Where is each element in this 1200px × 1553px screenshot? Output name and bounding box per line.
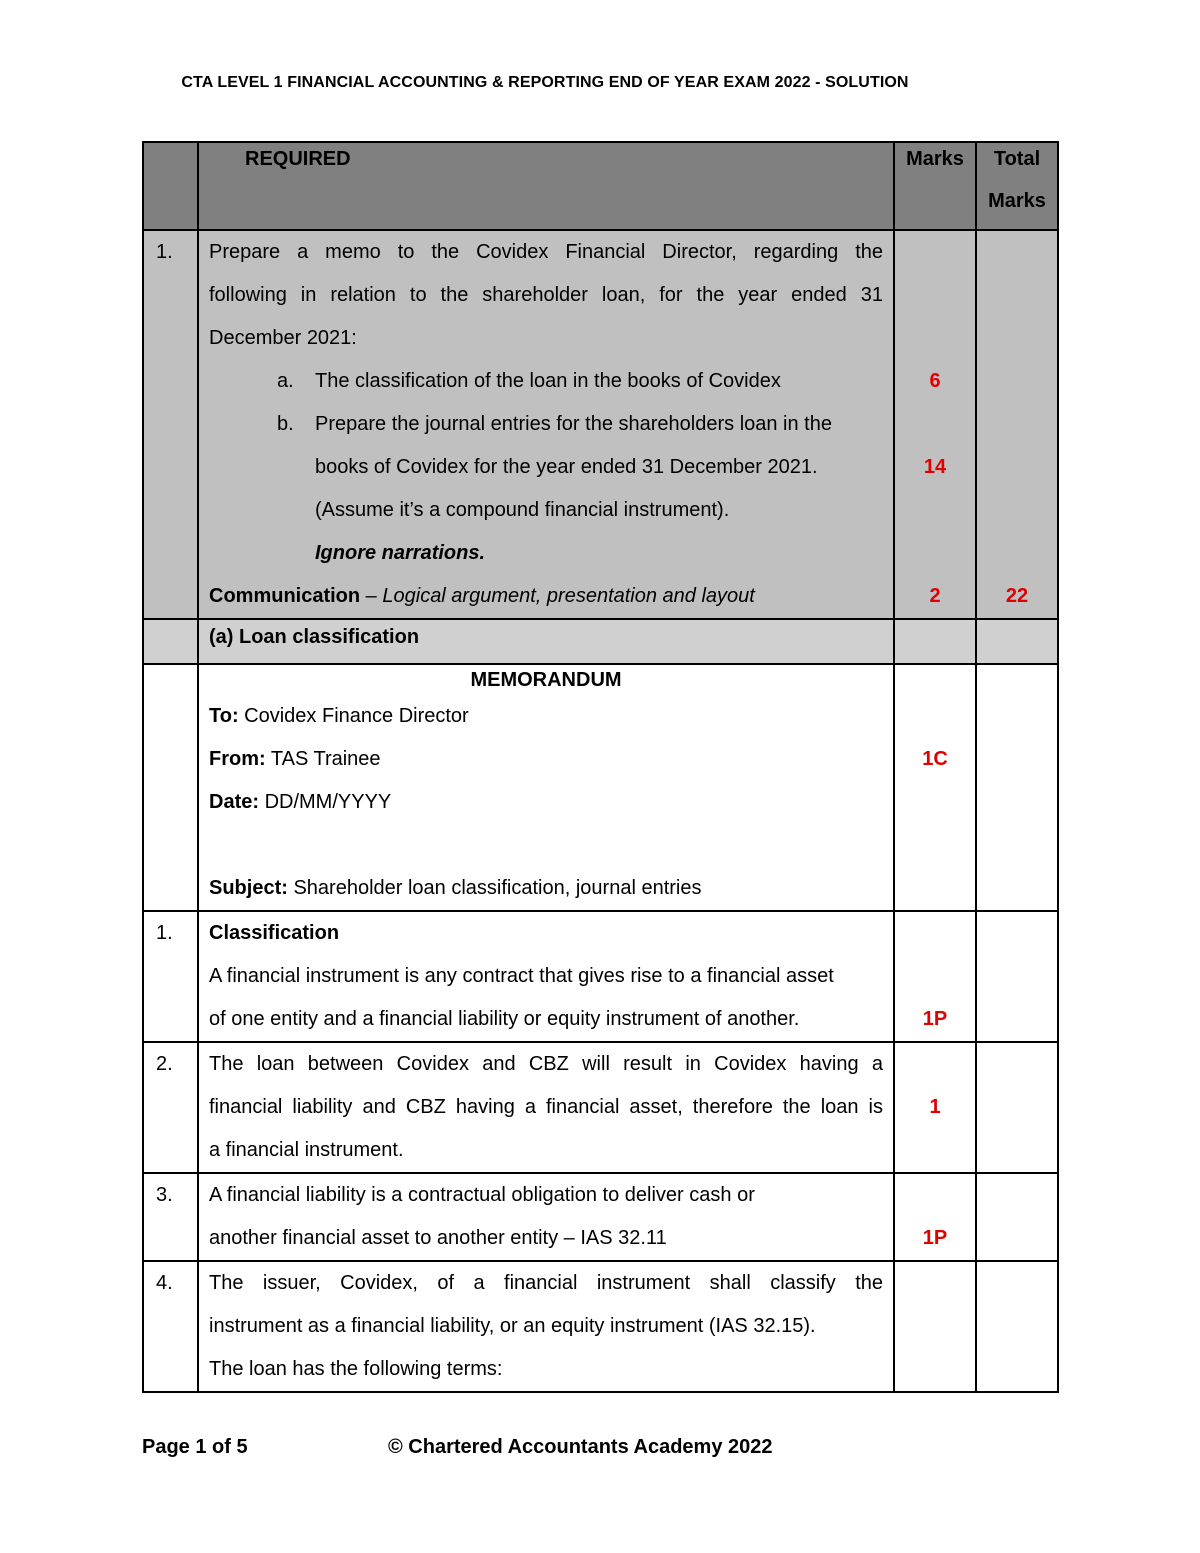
row-4-text [198,1261,894,1392]
row-1-num: 1. [143,911,198,1042]
row-3-marks-cell [894,1173,976,1261]
question-total-cell [976,230,1058,619]
row-2-line3: a financial instrument. [209,1139,404,1161]
communication-dash: – [360,585,383,607]
memo-to-value: Covidex Finance Director [238,705,469,727]
memo-row [143,664,1058,911]
memo-marks: 1C [922,748,948,770]
table-row [143,911,1058,1042]
communication-text: Logical argument, presentation and layout [382,585,755,607]
memo-date [209,781,883,824]
row-1-line2: of one entity and a financial liability or equity instrument of another. [209,1008,800,1030]
section-row [143,619,1058,664]
row-1-line1: A financial instrument is any contract that gives rise to a financial asset [209,965,834,987]
part-a-marks: 6 [929,370,941,392]
part-b-line3: (Assume it’s a compound financial instrument). [315,499,730,521]
memo-from [209,738,883,781]
memo-date-label: Date: [209,791,260,813]
row-3-line2: another financial asset to another entity – IAS 32.11 [209,1227,667,1249]
row-2-total-cell [976,1042,1058,1173]
row-2-line2: financial liability and CBZ having a financial asset, therefore the loan is [209,1096,883,1118]
row-2-text [198,1042,894,1173]
row-3-marks: 1P [922,1227,948,1249]
question-total-marks: 22 [1005,585,1029,607]
part-b-label: b. [277,413,294,435]
row-3-text [198,1173,894,1261]
row-2-num: 2. [143,1042,198,1173]
question-marks-cell [894,230,976,619]
row-1-marks: 1P [922,1008,948,1030]
table-row [143,1173,1058,1261]
page-current: 1 [195,1436,207,1458]
memo-to-label: To: [209,705,239,727]
row-2-line1: The loan between Covidex and CBZ will result in Covidex having a [209,1053,883,1075]
memo-title: MEMORANDUM [470,669,622,691]
header-marks: Marks [894,142,976,230]
row-4-total-cell [976,1261,1058,1392]
row-3-total-cell [976,1173,1058,1261]
question-num: 1. [143,230,198,619]
header-total-line2: Marks [988,190,1046,212]
section-title: (a) Loan classification [198,619,894,664]
question-row [143,230,1058,619]
row-3-line1: A financial liability is a contractual obligation to deliver cash or [209,1184,755,1206]
row-1-text [198,911,894,1042]
row-1-heading: Classification [209,922,340,944]
communication-label: Communication [209,585,361,607]
section-total-cell [976,619,1058,664]
question-intro-line2: following in relation to the shareholder loan, for the year ended 31 [209,284,883,306]
memo-marks-cell [894,664,976,911]
communication-line [209,575,883,618]
page-header: CTA LEVEL 1 FINANCIAL ACCOUNTING & REPORTING END OF YEAR EXAM 2022 - SOLUTION [181,74,909,91]
memo-from-value: TAS Trainee [265,748,381,770]
header-total-line1: Total [993,148,1041,170]
row-4-num: 4. [143,1261,198,1392]
header-total-marks [976,142,1058,230]
row-1-total-cell [976,911,1058,1042]
table-header-row [143,142,1058,230]
table-row [143,1261,1058,1392]
memo-subject-value: Shareholder loan classification, journal entries [287,877,702,899]
part-a-label: a. [277,370,294,392]
page-label: Page [142,1436,196,1458]
memo-num-cell [143,664,198,911]
part-a-text: The classification of the loan in the books of Covidex [315,370,781,392]
page-of: of [206,1436,237,1458]
table-row [143,1042,1058,1173]
memo-subject [209,867,883,910]
row-4-line1: The issuer, Covidex, of a financial instrument shall classify the [209,1272,883,1294]
solution-table [142,141,1059,1393]
question-text [198,230,894,619]
section-num-cell [143,619,198,664]
page-number [142,1436,248,1459]
memo-total-cell [976,664,1058,911]
row-4-line3: The loan has the following terms: [209,1358,503,1380]
section-marks-cell [894,619,976,664]
copyright: © Chartered Accountants Academy 2022 [388,1436,773,1458]
memo-date-value: DD/MM/YYYY [259,791,392,813]
header-required: REQUIRED [198,142,894,230]
part-b-line2: books of Covidex for the year ended 31 December 2021. [315,456,818,478]
question-intro-line3: December 2021: [209,327,357,349]
row-4-line2: instrument as a financial liability, or an equity instrument (IAS 32.15). [209,1315,816,1337]
row-4-marks-cell [894,1261,976,1392]
question-part-b [209,403,883,446]
part-b-marks: 14 [923,456,947,478]
memo-text [198,664,894,911]
row-2-marks-cell [894,1042,976,1173]
part-b-line4: Ignore narrations. [315,542,486,564]
question-intro-line1: Prepare a memo to the Covidex Financial Director, regarding the [209,241,883,263]
row-3-num: 3. [143,1173,198,1261]
communication-marks: 2 [929,585,941,607]
question-part-a [209,360,883,403]
header-num-cell [143,142,198,230]
row-2-marks: 1 [929,1096,941,1118]
memo-to [209,695,883,738]
memo-subject-label: Subject: [209,877,288,899]
page-total: 5 [236,1436,248,1458]
part-b-line1: Prepare the journal entries for the shareholders loan in the [315,413,832,435]
row-1-marks-cell [894,911,976,1042]
memo-from-label: From: [209,748,266,770]
